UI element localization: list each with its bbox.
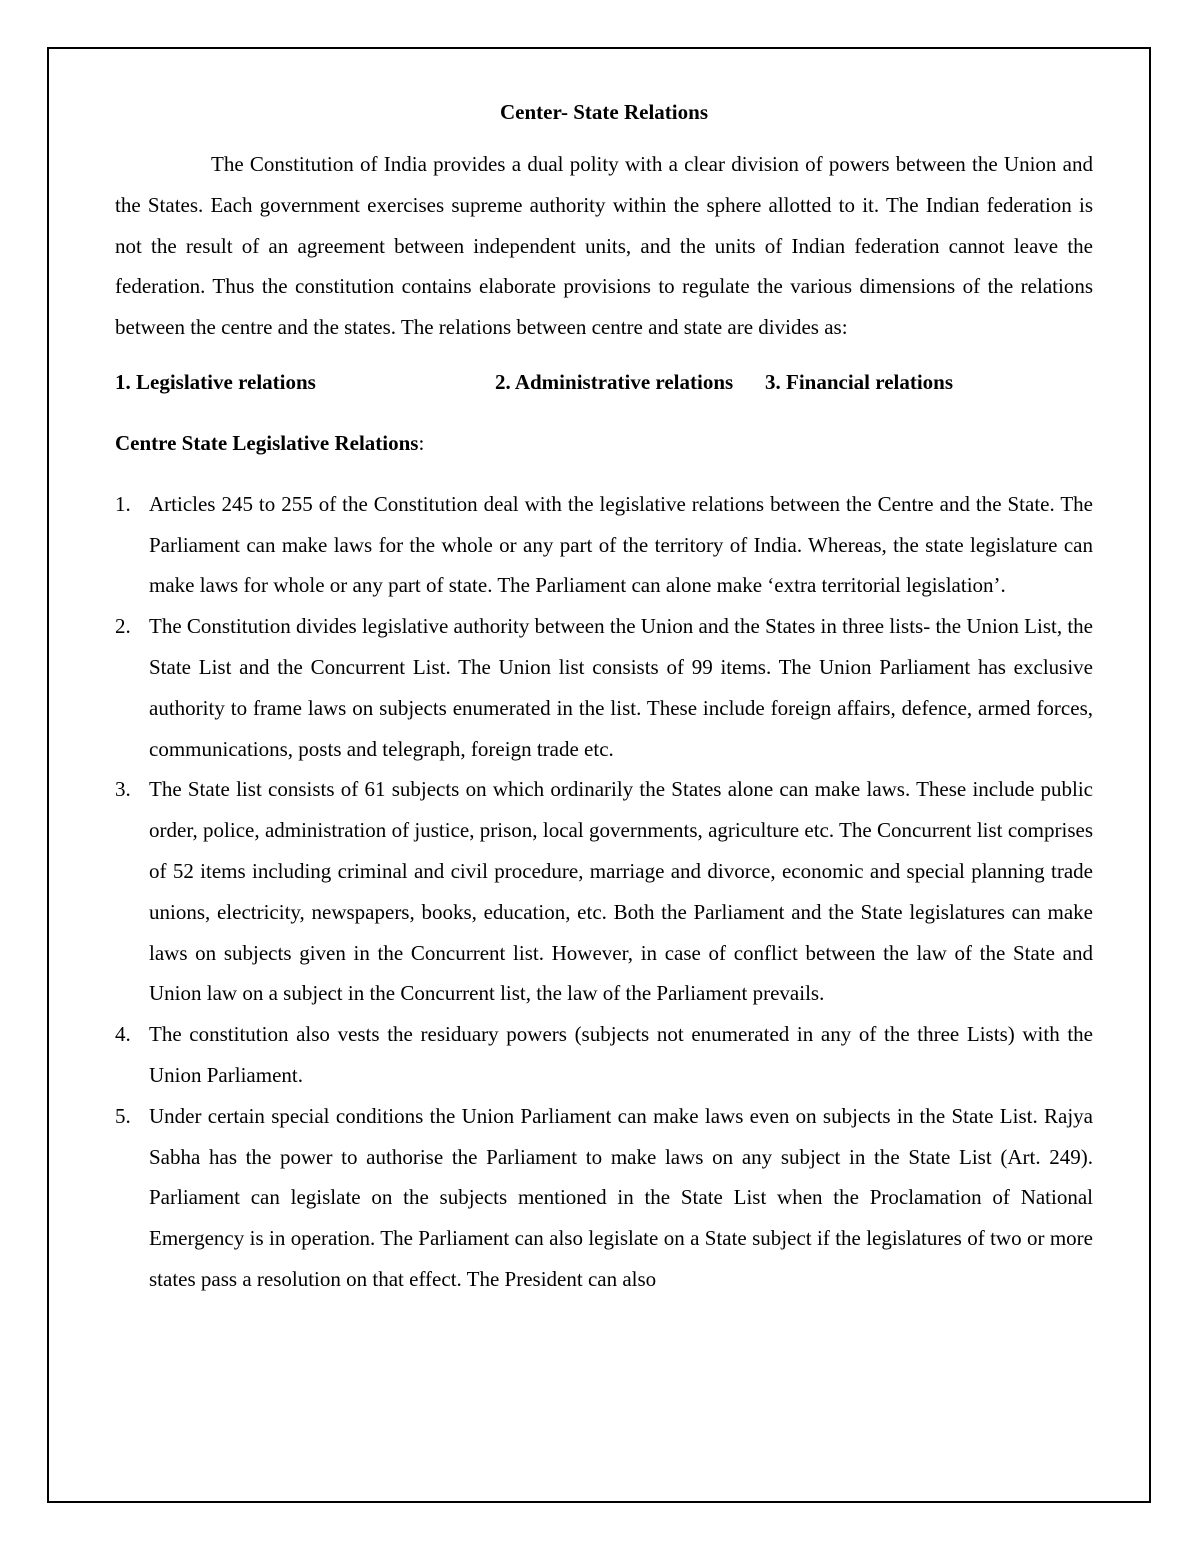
list-item-number: 4.	[115, 1022, 131, 1047]
list-item	[115, 606, 1093, 769]
list-item-number: 1.	[115, 491, 131, 516]
document-title: Center- State Relations	[499, 100, 708, 124]
relation-administrative: 2. Administrative relations	[495, 369, 734, 394]
list-item-number: 3.	[115, 777, 131, 802]
relations-list	[115, 362, 1093, 402]
list-item-text: The State list consists of 61 subjects on which ordinarily the States alone can make laws. These include public order, police, administration of justice, prison, local governments, agriculture etc. The Concurrent list comprises of 52 items including criminal and civil procedure, marriage and divorce, economic and special planning trade unions, electricity, newspapers, books, education, etc. Both the Parliament and the State legislatures can make laws on subjects given in the Concurrent list. However, in case of conflict between the law of the State and Union law on a subject in the Concurrent list, the law of the Parliament prevails.	[149, 777, 1093, 1006]
list-item	[115, 769, 1093, 1014]
relation-legislative: 1. Legislative relations	[115, 369, 316, 394]
list-item-text: Articles 245 to 255 of the Constitution deal with the legislative relations between the Centre and the State. The Parliament can make laws for the whole or any part of the territory of India. Whereas, the state legislature can make laws for whole or any part of state. The Parliament can alone make ‘extra territorial legislation’.	[149, 491, 1093, 598]
list-item-text: The constitution also vests the residuary powers (subjects not enumerated in any of the three Lists) with the Union Parliament.	[149, 1022, 1093, 1087]
section-heading	[115, 423, 1093, 464]
list-item-number: 5.	[115, 1103, 131, 1128]
section-heading-colon: :	[418, 430, 425, 455]
list-item	[115, 1096, 1093, 1300]
intro-paragraph: The Constitution of India provides a dual polity with a clear division of powers between the Union and the States. Each government exercises supreme authority within the sphere allotted to it. The Indian federation is not the result of an agreement between independent units, and the units of Indian federation cannot leave the federation. Thus the constitution contains elaborate provisions to regulate the various dimensions of the relations between the centre and the states. The relations between centre and state are divides as:	[115, 152, 1093, 340]
document-body	[115, 92, 1093, 1300]
section-heading-text: Centre State Legislative Relations	[115, 430, 419, 455]
list-item-text: The Constitution divides legislative authority between the Union and the States in three lists- the Union List, the State List and the Concurrent List. The Union list consists of 99 items. The Union Parliament has exclusive authority to frame laws on subjects enumerated in the list. These include foreign affairs, defence, armed forces, communications, posts and telegraph, foreign trade etc.	[149, 614, 1093, 761]
relation-financial: 3. Financial relations	[765, 369, 954, 394]
list-item-text: Under certain special conditions the Union Parliament can make laws even on subjects in the State List. Rajya Sabha has the power to authorise the Parliament to make laws on any subject in the State List (Art. 249). Parliament can legislate on the subjects mentioned in the State List when the Proclamation of National Emergency is in operation. The Parliament can also legislate on a State subject if the legislatures of two or more states pass a resolution on that effect. The President can also	[149, 1103, 1093, 1291]
list-item	[115, 1014, 1093, 1096]
legislative-items-list	[115, 484, 1093, 1300]
list-item	[115, 484, 1093, 606]
list-item-number: 2.	[115, 614, 131, 639]
